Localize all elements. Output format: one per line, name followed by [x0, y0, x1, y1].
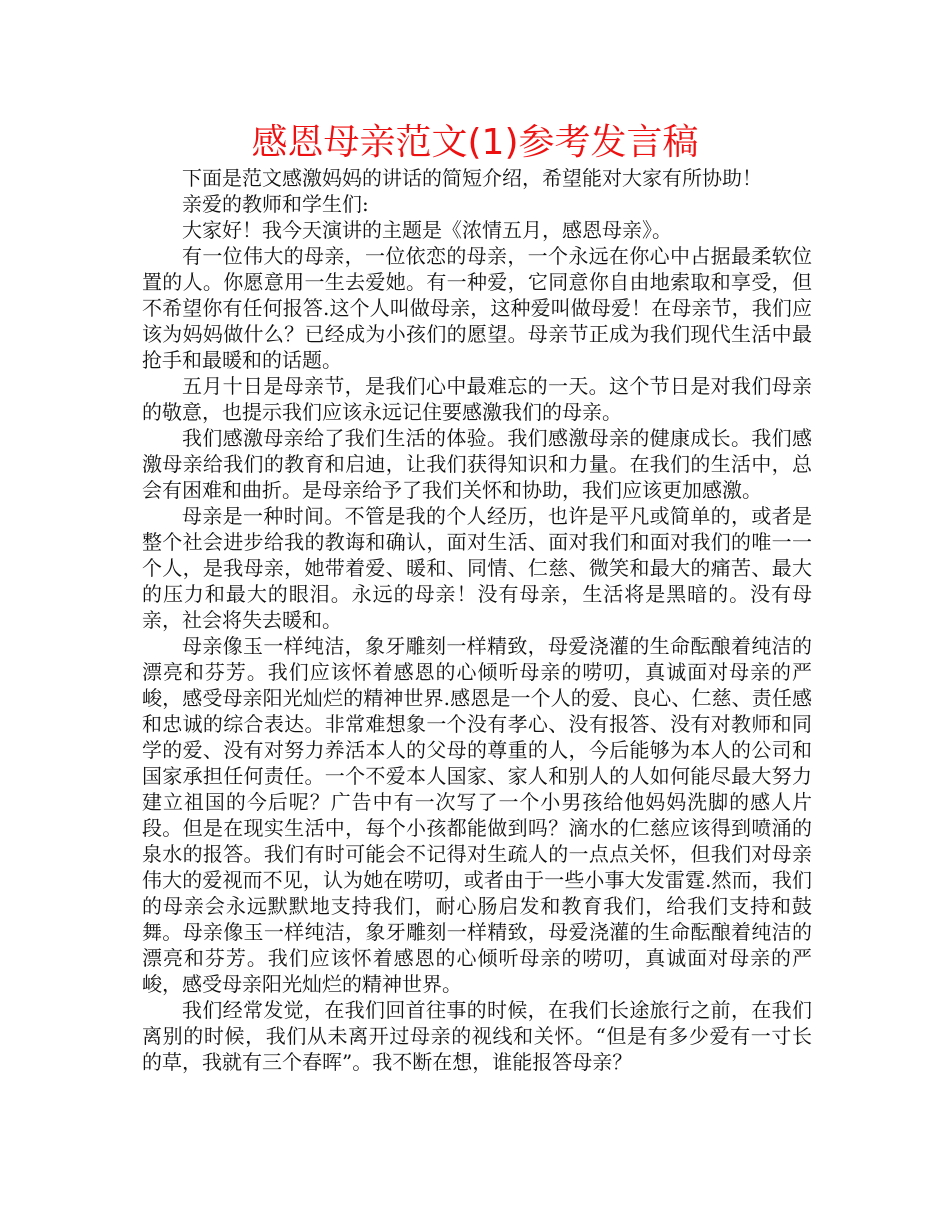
paragraph-body: 有一位伟大的母亲，一位依恋的母亲，一个永远在你心中占据最柔软位置的人。你愿意用一生去爱她。有一种爱，它同意你自由地索取和享受，但不希望你有任何报答.这个人叫做母亲，这种爱叫做母爱！在母亲节，我们应该为妈妈做什么？已经成为小孩们的愿望。母亲节正成为我们现代生活中最抢手和最暖和的话题。 — [142, 244, 812, 372]
paragraph-body: 母亲是一种时间。不管是我的个人经历，也许是平凡或简单的，或者是整个社会进步给我的教诲和确认，面对生活、面对我们和面对我们的唯一一个人，是我母亲，她带着爱、暖和、同情、仁慈、微笑和最大的痛苦、最大的压力和最大的眼泪。永远的母亲！没有母亲，生活将是黑暗的。没有母亲，社会将失去暖和。 — [142, 504, 812, 632]
paragraph-body: 母亲像玉一样纯洁，象牙雕刻一样精致，母爱浇灌的生命酝酿着纯洁的漂亮和芬芳。我们应该怀着感恩的心倾听母亲的唠叨，真诚面对母亲的严峻，感受母亲阳光灿烂的精神世界.感恩是一个人的爱、良心、仁慈、责任感和忠诚的综合表达。非常难想象一个没有孝心、没有报答、没有对教师和同学的爱、没有对努力养活本人的父母的尊重的人，今后能够为本人的公司和国家承担任何责任。一个不爱本人国家、家人和别人的人如何能尽最大努力建立祖国的今后呢？广告中有一次写了一个小男孩给他妈妈洗脚的感人片段。但是在现实生活中，每个小孩都能做到吗？滴水的仁慈应该得到喷涌的泉水的报答。我们有时可能会不记得对生疏人的一点点关怀，但我们对母亲伟大的爱视而不见，认为她在唠叨，或者由于一些小事大发雷霆.然而，我们的母亲会永远默默地支持我们，耐心肠启发和教育我们，给我们支持和鼓舞。母亲像玉一样纯洁，象牙雕刻一样精致，母爱浇灌的生命酝酿着纯洁的漂亮和芬芳。我们应该怀着感恩的心倾听母亲的唠叨，真诚面对母亲的严峻，感受母亲阳光灿烂的精神世界。 — [142, 634, 812, 996]
paragraph-intro: 下面是范文感激妈妈的讲话的简短介绍，希望能对大家有所协助！ — [182, 166, 762, 190]
document-title: 感恩母亲范文(1)参考发言稿 — [251, 122, 699, 163]
paragraph-salutation: 亲爱的教师和学生们: — [182, 192, 369, 216]
paragraph-body: 我们感激母亲给了我们生活的体验。我们感激母亲的健康成长。我们感激母亲给我们的教育和启迪，让我们获得知识和力量。在我们的生活中，总会有困难和曲折。是母亲给予了我们关怀和协助，我们应该更加感激。 — [142, 426, 812, 502]
paragraph-body: 我们经常发觉，在我们回首往事的时候，在我们长途旅行之前，在我们离别的时候，我们从未离开过母亲的视线和关怀。“但是有多少爱有一寸长的草，我就有三个春晖”。我不断在想，谁能报答母亲？ — [142, 998, 812, 1074]
paragraph-body: 五月十日是母亲节，是我们心中最难忘的一天。这个节日是对我们母亲的敬意，也提示我们应该永远记住要感激我们的母亲。 — [142, 374, 812, 424]
paragraph-greeting: 大家好！我今天演讲的主题是《浓情五月，感恩母亲》。 — [182, 218, 672, 242]
document-body — [142, 165, 812, 1075]
